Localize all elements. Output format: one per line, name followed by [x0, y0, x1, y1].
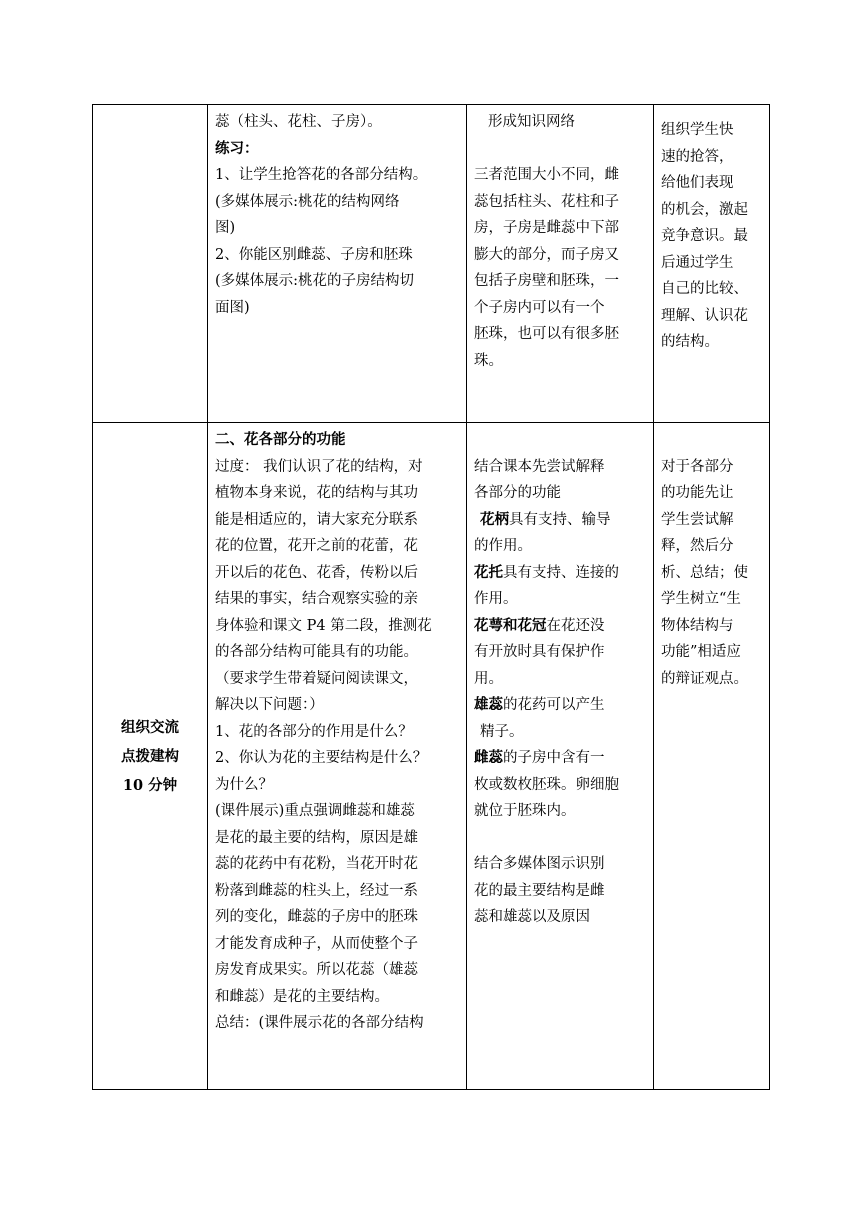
stage-duration: 10 分钟 — [122, 776, 178, 794]
term-huaguan: 花冠 — [517, 616, 547, 634]
text-line: 就位于胚珠内。 — [474, 803, 576, 819]
stage-label: 点拨建构 — [121, 747, 179, 765]
text-line: 给他们表现 — [661, 175, 734, 191]
text-line: 房，子房是雌蕊中下部 — [474, 220, 619, 236]
text-line: 植物本身来说，花的结构与其功 — [215, 485, 418, 501]
text-line: 列的变化，雌蕊的子房中的胚珠 — [215, 909, 418, 925]
text-line: 功能”相适应 — [661, 644, 741, 660]
lesson-plan-table — [92, 104, 770, 1090]
text-line: (多媒体展示:桃花的子房结构切 — [215, 273, 415, 289]
design-intent-cell — [654, 423, 770, 1090]
text-line: 有开放时具有保护作 — [474, 644, 605, 660]
text-line: 2、你认为花的主要结构是什么？ — [215, 750, 428, 766]
text-line: 过度： 我们认识了花的结构，对 — [215, 458, 423, 475]
text-line: 蕊（柱头、花柱、子房）。 — [215, 114, 382, 130]
text-line: 精子。 — [480, 723, 524, 740]
text-line: 蕊包括柱头、花柱和子 — [474, 193, 619, 210]
text-line: 学生尝试解 — [661, 511, 734, 528]
text-line: 各部分的功能 — [474, 485, 561, 501]
text-line: 的各部分结构可能具有的功能。 — [215, 644, 418, 660]
stage-label: 组织交流 — [121, 718, 179, 736]
text-line: 是花的最主要的结构，原因是雄 — [215, 829, 418, 846]
text-line: 枚或数枚胚珠。卵细胞 — [474, 776, 619, 793]
text-line: 结合多媒体图示识别 — [474, 856, 605, 872]
text-line: 蕊的花药中有花粉，当花开时花 — [215, 856, 418, 872]
text-line: 面图) — [215, 299, 250, 316]
text-line: 作用。 — [474, 591, 518, 607]
text-line: 竞争意识。最 — [661, 228, 748, 244]
term-xiongrui: 雄蕊 — [474, 696, 503, 713]
text-line: 房发育成果实。所以花蕊（雄蕊 — [215, 962, 418, 978]
text-line: 图) — [215, 220, 236, 236]
text-line: 膨大的部分，而子房又 — [474, 246, 619, 263]
teacher-activity-cell — [208, 105, 467, 423]
text-line: 开以后的花色、花香，传粉以后 — [215, 564, 418, 581]
text-line: 1、花的各部分的作用是什么？ — [215, 723, 413, 740]
exercise-heading: 练习： — [215, 139, 259, 157]
student-activity-cell — [467, 105, 654, 423]
text-line: 解决以下问题：） — [215, 697, 324, 713]
table-row — [93, 105, 770, 423]
text-line: 才能发育成种子，从而使整个子 — [215, 935, 418, 952]
text-line: 的机会，激起 — [661, 201, 748, 218]
text-line: 后通过学生 — [661, 254, 734, 271]
term-huabing: 花柄 — [480, 510, 509, 528]
teacher-activity-cell — [208, 423, 467, 1090]
text-line: 花的最主要结构是雌 — [474, 882, 605, 899]
text-line: 和雌蕊）是花的主要结构。 — [215, 988, 389, 1005]
student-activity-cell — [467, 423, 654, 1090]
text-line: (课件展示)重点强调雌蕊和雄蕊 — [215, 803, 415, 819]
text-line: 释，然后分 — [661, 538, 734, 554]
text-line: 的作用。 — [474, 538, 532, 554]
text-line: 2、你能区别雌蕊、子房和胚珠 — [215, 246, 413, 263]
text-line: 自己的比较、 — [661, 281, 748, 297]
text-line: 花托具有支持、连接的 — [474, 563, 619, 581]
text-line: 粉落到雌蕊的柱头上，经过一系 — [215, 882, 418, 899]
text-line: 为什么？ — [215, 776, 273, 793]
text-line: 总结：(课件展示花的各部分结构 — [215, 1015, 424, 1031]
text-line: 理解、认识花 — [661, 307, 748, 324]
term-huae: 花萼 — [474, 616, 503, 634]
text-line: 的辩证观点。 — [661, 670, 748, 687]
text-line: 结果的事实，结合观察实验的亲 — [215, 591, 418, 607]
text-line: 雄蕊的花药可以产生 — [474, 696, 605, 713]
stage-cell — [93, 423, 208, 1090]
text-line: 珠。 — [474, 352, 503, 369]
table-row — [93, 423, 770, 1090]
text-line: 形成知识网络 — [488, 114, 575, 130]
term-huatuo: 花托 — [474, 563, 503, 581]
text-line: 物体结构与 — [661, 617, 734, 634]
text-line: 的结构。 — [661, 334, 719, 350]
text-line: 身体验和课文 P4 第二段，推测花 — [215, 617, 432, 634]
text-line: 组织学生快 — [661, 122, 734, 138]
term-cirui: 雌蕊 — [474, 749, 503, 766]
text-line: 对于各部分 — [661, 458, 734, 475]
text-line: 速的抢答， — [661, 148, 734, 165]
text-line: 能是相适应的，请大家充分联系 — [215, 511, 418, 528]
text-line: 结合课本先尝试解释 — [474, 458, 605, 475]
section-heading: 二、花各部分的功能 — [215, 431, 346, 448]
text-line: 学生树立“生 — [661, 591, 741, 607]
design-intent-cell — [654, 105, 770, 423]
text-line: 个子房内可以有一个 — [474, 299, 605, 316]
text-line: 花的位置，花开之前的花蕾，花 — [215, 538, 418, 554]
text-line: 用。 — [474, 670, 503, 687]
text-line: 雌蕊的子房中含有一 — [474, 749, 605, 766]
text-line: 花柄具有支持、输导 — [480, 510, 611, 528]
text-line: 1、让学生抢答花的各部分结构。 — [215, 167, 428, 183]
text-line: 花萼和花冠在花还没 — [474, 616, 605, 634]
text-line: （要求学生带着疑问阅读课文， — [215, 670, 418, 687]
text-line: 析、总结；使 — [661, 564, 748, 581]
text-line: 胚珠，也可以有很多胚 — [474, 326, 619, 342]
stage-cell-empty — [93, 105, 208, 423]
text-line: (多媒体展示:桃花的结构网络 — [215, 193, 400, 210]
text-line: 蕊和雄蕊以及原因 — [474, 909, 590, 925]
text-line: 三者范围大小不同，雌 — [474, 167, 619, 183]
text-line: 包括子房壁和胚珠，一 — [474, 273, 619, 289]
text-line: 的功能先让 — [661, 485, 734, 501]
